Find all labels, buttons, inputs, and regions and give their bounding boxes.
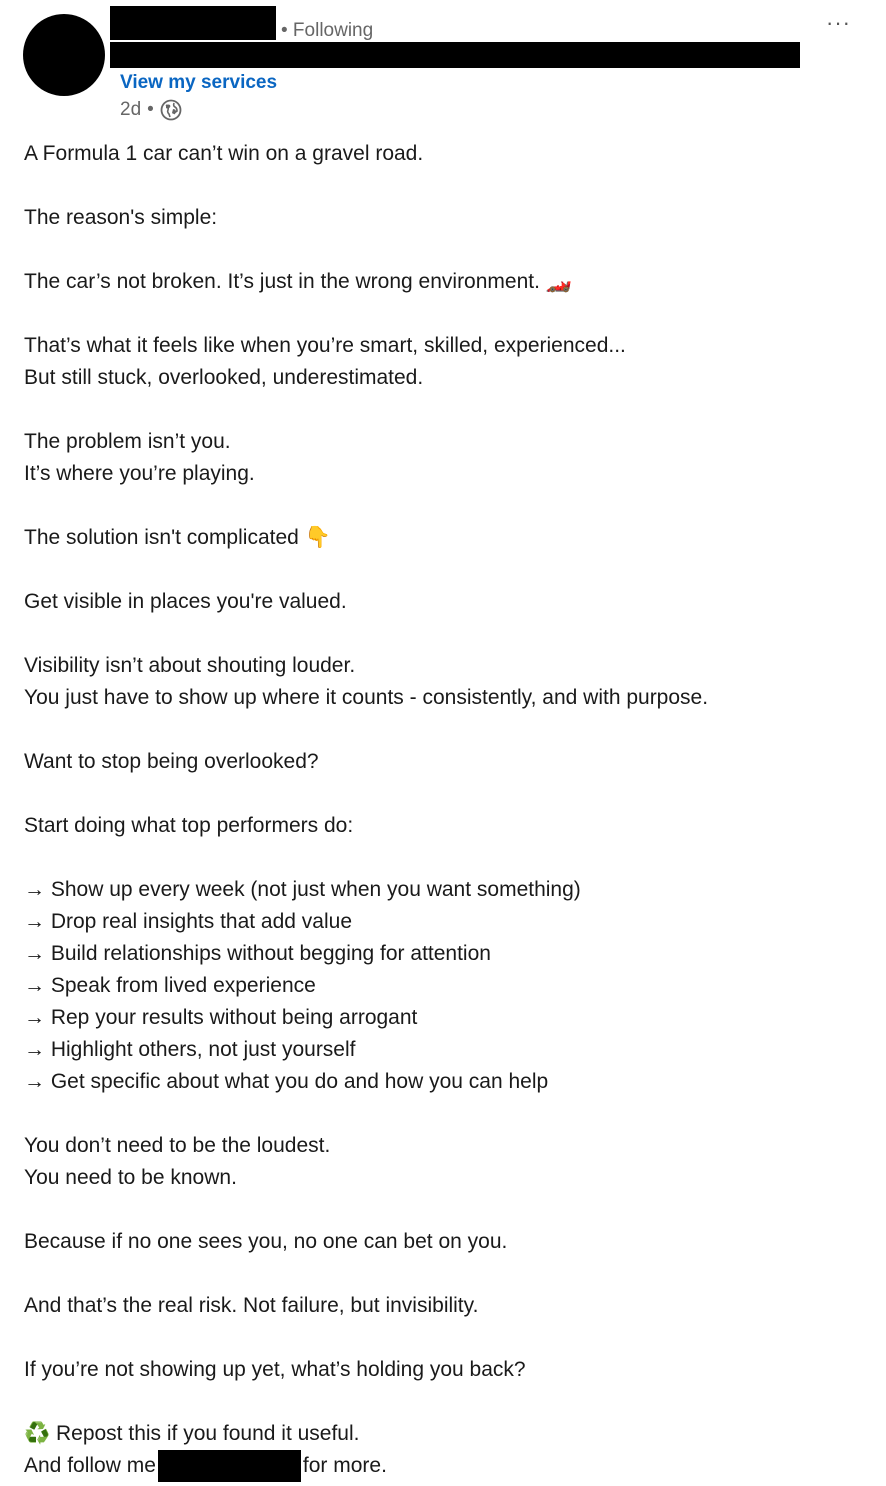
post-line: You just have to show up where it counts - consistently, and with purpose. [24,686,709,709]
view-services-link[interactable]: View my services [120,72,278,93]
post-line: The problem isn’t you. [24,430,231,453]
post-line: If you’re not showing up yet, what’s holding you back? [24,1358,526,1381]
post-line: You don’t need to be the loudest. [24,1134,331,1157]
follow-text-end: for more. [302,1454,387,1477]
bullet-item: → Highlight others, not just yourself [24,1038,356,1061]
post-line: A Formula 1 car can’t win on a gravel road. [24,142,424,165]
post-line: Start doing what top performers do: [24,814,354,837]
post-line: But still stuck, overlooked, underestimated. [24,366,424,389]
meta-separator: • [147,99,154,120]
post-line: The solution isn't complicated 👇 [24,526,331,549]
follow-text: And follow me [24,1454,156,1477]
post-line: That’s what it feels like when you’re smart, skilled, experienced... [24,334,626,357]
mention-redacted[interactable] [158,1450,301,1482]
post-line: And that’s the real risk. Not failure, but invisibility. [24,1294,479,1317]
author-name-redacted[interactable] [110,6,276,40]
author-headline-redacted [110,42,800,68]
post-line: It’s where you’re playing. [24,462,255,485]
more-options-icon[interactable]: ··· [826,10,851,35]
bullet-item: → Rep your results without being arrogant [24,1006,418,1029]
post-line: You need to be known. [24,1166,237,1189]
bullet-item: → Build relationships without begging for attention [24,942,491,965]
post-body [24,138,864,1482]
post-meta [120,99,182,121]
bullet-item: → Show up every week (not just when you want something) [24,878,581,901]
bullet-item: → Drop real insights that add value [24,910,353,933]
post-time: 2d [120,99,142,120]
avatar[interactable] [23,14,105,96]
post-line: The reason's simple: [24,206,218,229]
post-line: The car’s not broken. It’s just in the wrong environment. 🏎️ [24,270,572,293]
post-line: Get visible in places you're valued. [24,590,347,613]
post-line: Because if no one sees you, no one can bet on you. [24,1230,508,1253]
bullet-item: → Speak from lived experience [24,974,316,997]
following-status: • Following [281,20,374,41]
bullet-item: → Get specific about what you do and how you can help [24,1070,549,1093]
globe-icon [160,99,182,121]
post-line: Visibility isn’t about shouting louder. [24,654,356,677]
post-line: ♻️ Repost this if you found it useful. [24,1422,360,1445]
post-line: Want to stop being overlooked? [24,750,319,773]
follow-line [24,1450,864,1482]
